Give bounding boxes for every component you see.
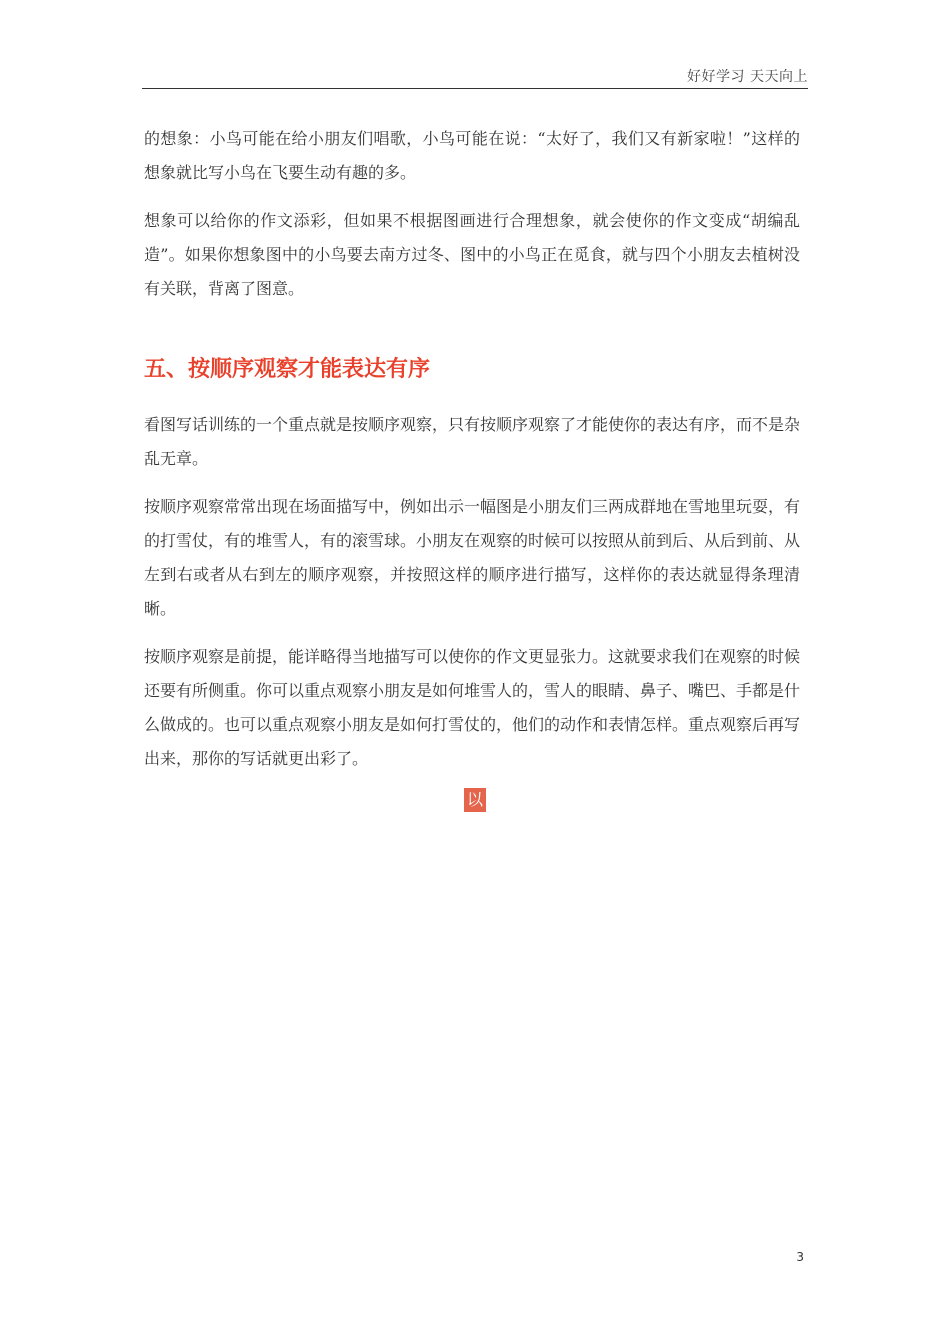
badge-container [144,788,800,812]
paragraph-imagination-warning: 想象可以给你的作文添彩，但如果不根据图画进行合理想象，就会使你的作文变成“胡编乱造”。如果你想象图中的小鸟要去南方过冬、图中的小鸟正在觅食，就与四个小朋友去植树没有关联，背离了图意。 [144,211,800,298]
paragraph-imagination-example: 的想象：小鸟可能在给小朋友们唱歌，小鸟可能在说：“太好了，我们又有新家啦！”这样的想象就比写小鸟在飞要生动有趣的多。 [144,129,800,182]
section-heading: 五、按顺序观察才能表达有序 [144,357,431,382]
paragraph-order-key-point: 看图写话训练的一个重点就是按顺序观察，只有按顺序观察了才能使你的表达有序，而不是杂乱无章。 [144,415,801,468]
page-number: 3 [796,1250,804,1264]
paragraph-order-scene-example: 按顺序观察常常出现在场面描写中，例如出示一幅图是小朋友们三两成群地在雪地里玩耍，有的打雪仗，有的堆雪人，有的滚雪球。小朋友在观察的时候可以按照从前到后、从后到前、从左到右或者从右到左的顺序观察，并按照这样的顺序进行描写，这样你的表达就显得条理清晰。 [144,497,801,618]
paragraph-order-detail-focus: 按顺序观察是前提，能详略得当地描写可以使你的作文更显张力。这就要求我们在观察的时候还要有所侧重。你可以重点观察小朋友是如何堆雪人的，雪人的眼睛、鼻子、嘴巴、手都是什么做成的。也可以重点观察小朋友是如何打雪仗的，他们的动作和表情怎样。重点观察后再写出来，那你的写话就更出彩了。 [144,647,801,768]
highlight-badge: 以 [464,788,486,812]
header-divider [142,88,808,89]
header-slogan: 好好学习 天天向上 [687,69,808,85]
document-body [144,122,800,812]
